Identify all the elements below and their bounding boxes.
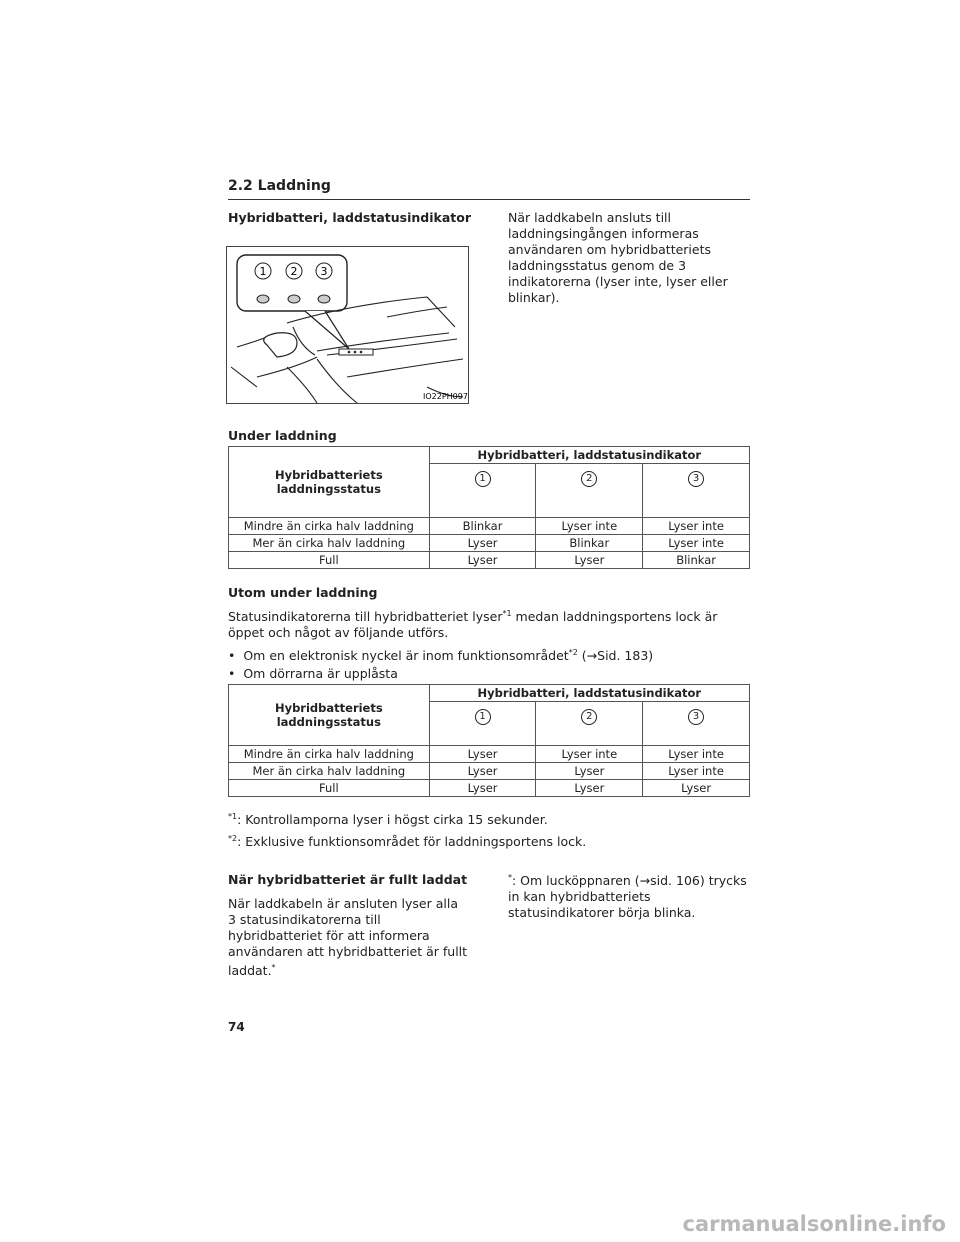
during-charge-heading: Under laddning [228, 428, 337, 443]
value-cell: Lyser inte [643, 535, 750, 552]
full-charge-note: *: Om lucköppnaren (→sid. 106) trycks in kan hybridbatteriets statusindikatorer börja blinka. [508, 873, 747, 921]
status-cell: Mer än cirka halv laddning [229, 535, 430, 552]
column-header: Hybridbatteri, laddstatusindikator [429, 685, 749, 702]
value-cell: Blinkar [429, 518, 536, 535]
table-row [229, 535, 750, 552]
indicator-1-header: 1 [429, 702, 536, 746]
table-row [229, 746, 750, 763]
except-charge-heading: Utom under laddning [228, 585, 378, 600]
value-cell: Lyser [429, 552, 536, 569]
indicator-3-header: 3 [643, 464, 750, 518]
svg-text:3: 3 [320, 265, 328, 278]
svg-text:1: 1 [259, 265, 267, 278]
value-cell: Lyser [429, 746, 536, 763]
status-cell: Mer än cirka halv laddning [229, 763, 430, 780]
footnote-2: $^{*2}$: Exklusive funktionsområdet för laddningsportens lock. [228, 834, 587, 850]
indicator-figure [226, 246, 469, 404]
status-cell: Full [229, 780, 430, 797]
during-charge-table [228, 446, 750, 569]
except-charge-paragraph: Statusindikatorerna till hybridbatteriet lyser$^{*1}$ medan laddningsportens lock är öppet och något av följande utförs. [228, 609, 718, 641]
indicator-2-header: 2 [536, 702, 643, 746]
footnote-1: $^{*1}$: Kontrollamporna lyser i högst cirka 15 sekunder. [228, 812, 548, 828]
section-divider [228, 199, 750, 200]
indicator-1-header: 1 [429, 464, 536, 518]
watermark: carmanualsonline.info [682, 1212, 946, 1236]
value-cell: Lyser inte [643, 746, 750, 763]
value-cell: Blinkar [643, 552, 750, 569]
indicator-lamps [257, 295, 330, 303]
indicator-3-header: 3 [643, 702, 750, 746]
value-cell: Lyser inte [536, 746, 643, 763]
full-charge-text: När laddkabeln är ansluten lyser alla 3 statusindikatorerna till hybridbatteriet för att informera användaren att hybridbatteriet är fullt laddat.* [228, 896, 468, 979]
row-header: Hybridbatteriets laddningsstatus [229, 685, 430, 746]
value-cell: Lyser [429, 780, 536, 797]
table-row [229, 552, 750, 569]
figure-code: IO22PH097 [423, 392, 468, 401]
status-cell: Mindre än cirka halv laddning [229, 518, 430, 535]
bullet-item-1: • Om en elektronisk nyckel är inom funktionsområdet$^{*2}$ (→Sid. 183) [228, 648, 654, 664]
table-row [229, 518, 750, 535]
value-cell: Lyser [643, 780, 750, 797]
column-header: Hybridbatteri, laddstatusindikator [429, 447, 749, 464]
table-row [229, 780, 750, 797]
section-title: 2.2 Laddning [228, 178, 331, 194]
value-cell: Lyser inte [536, 518, 643, 535]
status-cell: Full [229, 552, 430, 569]
intro-heading: Hybridbatteri, laddstatusindikator [228, 210, 471, 225]
car-illustration [227, 247, 468, 403]
page-number: 74 [228, 1020, 245, 1034]
status-cell: Mindre än cirka halv laddning [229, 746, 430, 763]
svg-text:2: 2 [290, 265, 298, 278]
value-cell: Lyser [536, 552, 643, 569]
row-header: Hybridbatteriets laddningsstatus [229, 447, 430, 518]
value-cell: Lyser inte [643, 518, 750, 535]
value-cell: Blinkar [536, 535, 643, 552]
value-cell: Lyser inte [643, 763, 750, 780]
value-cell: Lyser [536, 763, 643, 780]
bullet-item-2: • Om dörrarna är upplåsta [228, 666, 398, 681]
full-charge-heading: När hybridbatteriet är fullt laddat [228, 872, 468, 887]
side-mirror-shape [264, 333, 297, 357]
value-cell: Lyser [429, 535, 536, 552]
value-cell: Lyser [536, 780, 643, 797]
indicator-2-header: 2 [536, 464, 643, 518]
except-charge-table [228, 684, 750, 797]
intro-text: När laddkabeln ansluts till laddningsingången informeras användaren om hybridbatteriets laddningsstatus genom de 3 indikatorerna (lyser inte, lyser eller blinkar). [508, 210, 728, 305]
value-cell: Lyser [429, 763, 536, 780]
table-row [229, 763, 750, 780]
